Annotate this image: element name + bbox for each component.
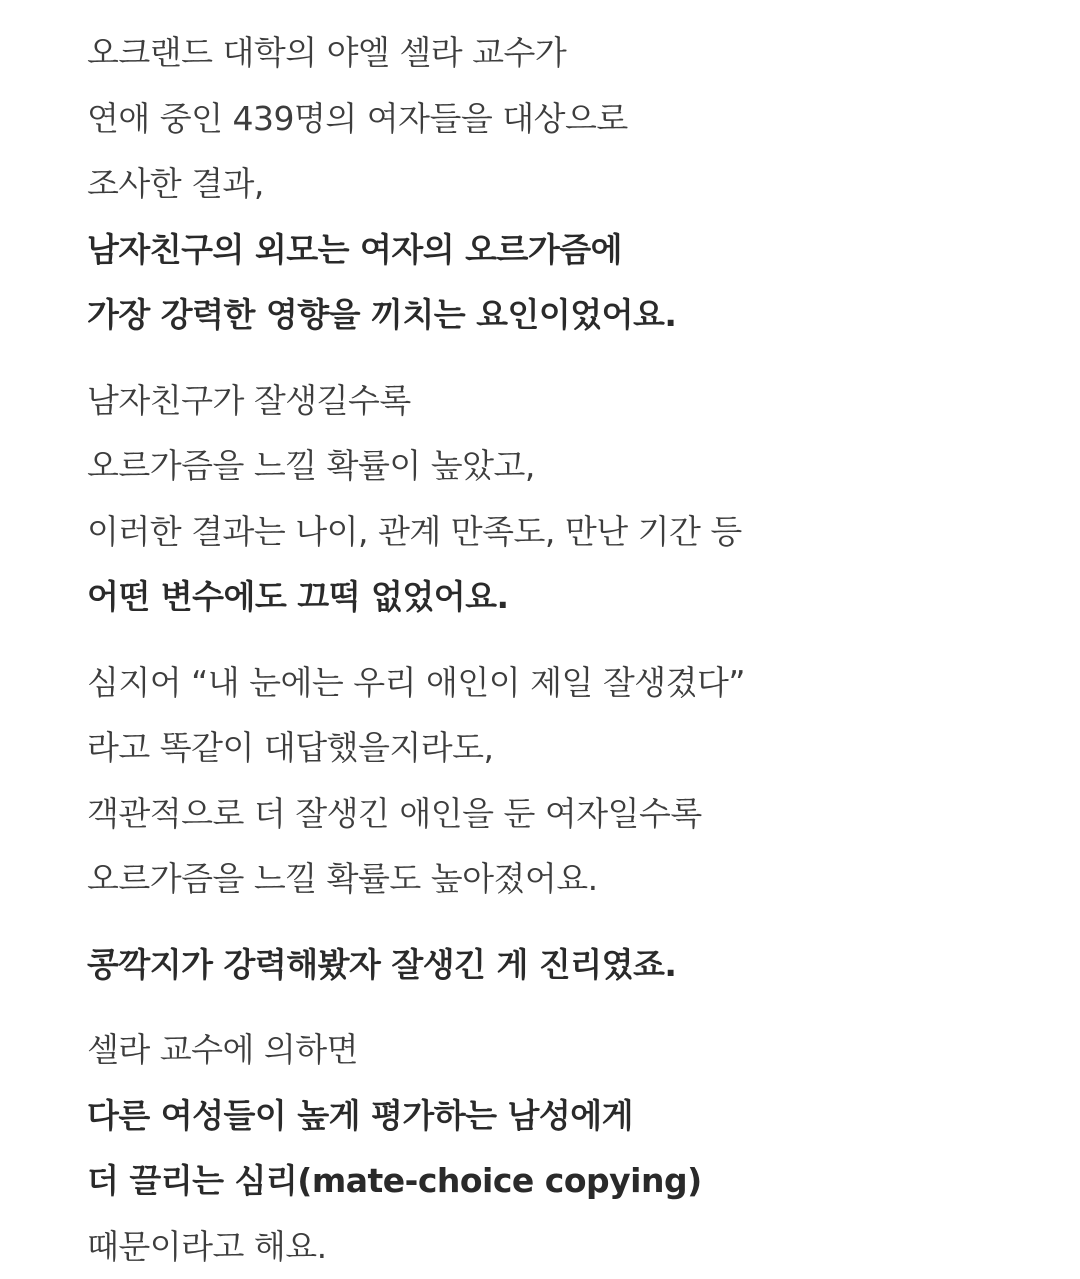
text-line: 오르가즘을 느낄 확률도 높아졌어요. <box>87 846 1047 912</box>
text-line: 오르가즘을 느낄 확률이 높았고, <box>87 433 1047 499</box>
text-line: 오크랜드 대학의 야엘 셀라 교수가 <box>87 20 1047 86</box>
text-line: 때문이라고 해요. <box>87 1214 1047 1279</box>
text-line: 심지어 “내 눈에는 우리 애인이 제일 잘생겼다” <box>87 650 1047 716</box>
text-line: 연애 중인 439명의 여자들을 대상으로 <box>87 86 1047 152</box>
emphasized-text-line: 남자친구의 외모는 여자의 오르가즘에 <box>87 217 1047 283</box>
emphasized-text-line: 콩깍지가 강력해봤자 잘생긴 게 진리였죠. <box>87 932 1047 998</box>
paragraph-spacer <box>87 997 1047 1017</box>
paragraph-spacer <box>87 630 1047 650</box>
text-line: 객관적으로 더 잘생긴 애인을 둔 여자일수록 <box>87 781 1047 847</box>
text-line: 조사한 결과, <box>87 151 1047 217</box>
emphasized-text-line: 어떤 변수에도 끄떡 없었어요. <box>87 564 1047 630</box>
paragraph <box>87 1017 1047 1279</box>
article-body <box>87 20 1047 1279</box>
emphasized-text-line: 다른 여성들이 높게 평가하는 남성에게 <box>87 1083 1047 1149</box>
emphasized-text-line: 가장 강력한 영향을 끼치는 요인이었어요. <box>87 282 1047 348</box>
paragraph <box>87 932 1047 998</box>
text-line: 남자친구가 잘생길수록 <box>87 368 1047 434</box>
paragraph-spacer <box>87 348 1047 368</box>
paragraph <box>87 20 1047 348</box>
paragraph <box>87 368 1047 630</box>
paragraph-spacer <box>87 912 1047 932</box>
text-line: 셀라 교수에 의하면 <box>87 1017 1047 1083</box>
paragraph <box>87 650 1047 912</box>
emphasized-text-line: 더 끌리는 심리(mate-choice copying) <box>87 1148 1047 1214</box>
text-line: 라고 똑같이 대답했을지라도, <box>87 715 1047 781</box>
text-line: 이러한 결과는 나이, 관계 만족도, 만난 기간 등 <box>87 499 1047 565</box>
